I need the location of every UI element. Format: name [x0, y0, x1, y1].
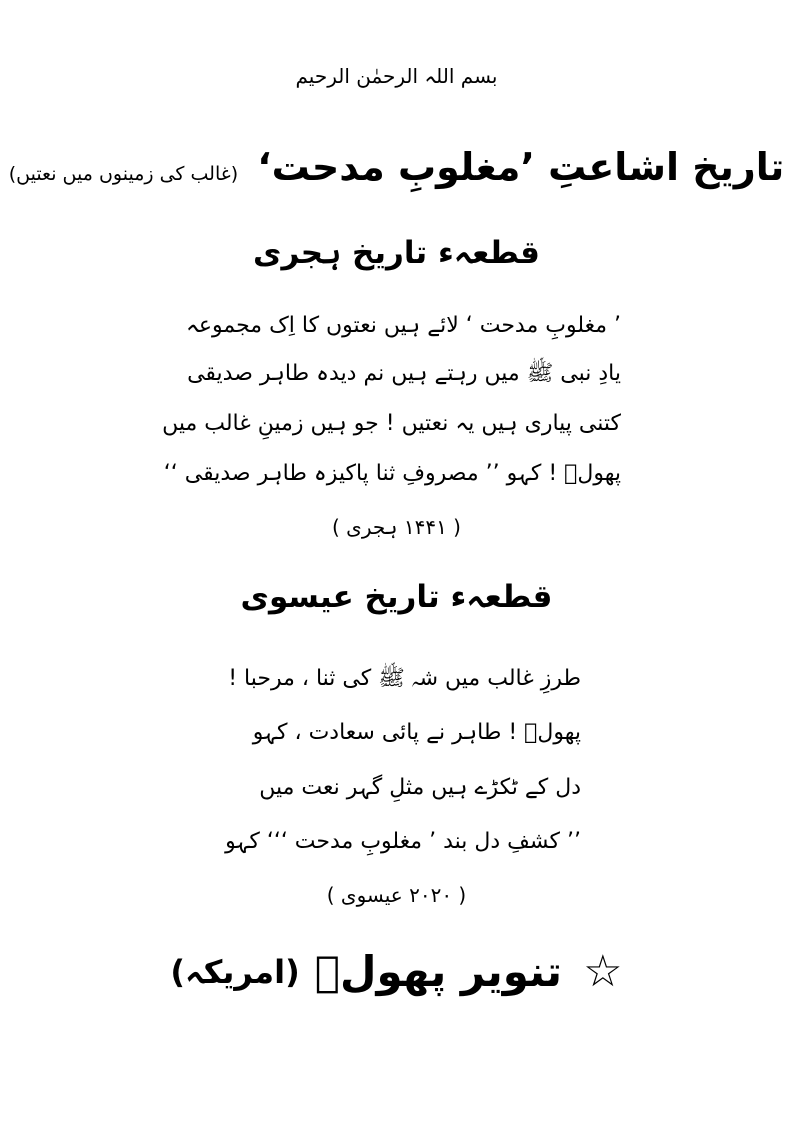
isvi-verse-1: طرزِ غالب میں شہ ﷺ کی ثنا ، مرحبا !	[228, 666, 581, 691]
hijri-verse-3: کتنی پیاری ہیں یہ نعتیں ! جو ہیں زمینِ غالب میں	[162, 411, 621, 436]
isvi-verse-2: پھولؔ ! طاہر نے پائی سعادت ، کہو	[252, 720, 581, 745]
bismillah: بسم اللہ الرحمٰن الرحیم	[295, 64, 498, 88]
title-main: تاریخ اشاعتِ ’مغلوبِ مدحت‘	[257, 145, 785, 189]
isvi-verse-3: دل کے ٹکڑے ہیں مثلِ گہر نعت میں	[259, 775, 581, 800]
title-subtitle: (غالب کی زمینوں میں نعتیں)	[8, 163, 239, 185]
hijri-verse-4: پھولؔ ! کہو ’’ مصروفِ ثنا پاکیزہ طاہر صدیقی ‘‘	[163, 461, 621, 486]
isvi-year: ( ۲۰۲۰ عیسوی )	[326, 883, 467, 907]
hijri-section-heading: قطعہء تاریخ ہجری	[253, 235, 540, 271]
signature	[0, 946, 793, 997]
hijri-verse-2: یادِ نبی ﷺ میں رہتے ہیں نم دیدہ طاہر صدیقی	[187, 361, 621, 386]
author-location: (امریکہ)	[170, 953, 300, 991]
isvi-verse-4: ’’ کشفِ دل بند ’ مغلوبِ مدحت ‘‘‘ کہو	[225, 829, 581, 854]
star-icon: ☆	[583, 946, 623, 997]
hijri-verse-1: ’ مغلوبِ مدحت ‘ لائے ہیں نعتوں کا اِک مجموعہ	[185, 313, 621, 338]
hijri-year: ( ۱۴۴۱ ہجری )	[332, 515, 461, 539]
page-title	[0, 145, 793, 189]
isvi-section-heading: قطعہء تاریخ عیسوی	[240, 579, 553, 615]
author-name: تنویر پھولؔ	[314, 947, 563, 996]
